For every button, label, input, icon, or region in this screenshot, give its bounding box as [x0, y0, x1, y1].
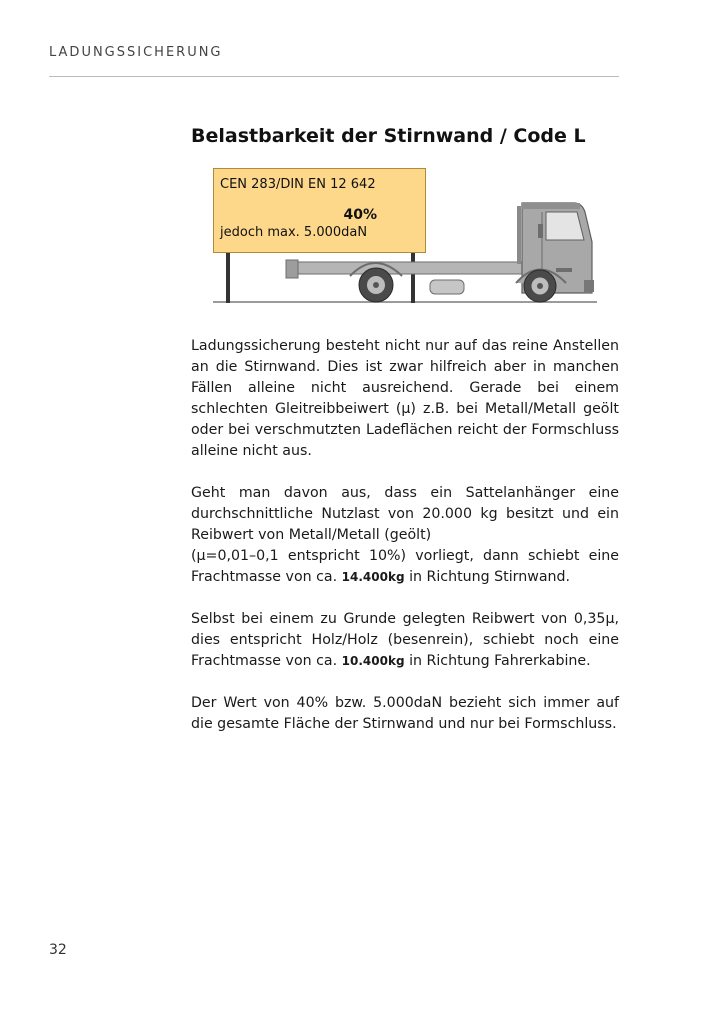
running-head: LADUNGSSICHERUNG	[49, 45, 223, 60]
cab-window	[546, 212, 584, 240]
cab-headboard	[517, 206, 521, 264]
truck-chassis	[292, 262, 524, 274]
sign-limit: jedoch max. 5.000daN	[220, 225, 368, 240]
paragraph-3	[191, 609, 619, 672]
paragraph-4: Der Wert von 40% bzw. 5.000daN bezieht sich immer auf die gesamte Fläche der Stirnwand und nur bei Formschluss.	[191, 695, 619, 732]
paragraph-2-part-a: Geht man davon aus, dass ein Sattelanhänger eine durchschnittliche Nutzlast von 20.000 kg besitzt und ein Reibwert von Metall/Metall (geölt)	[191, 485, 619, 543]
paragraph-2-value: 14.400kg	[341, 570, 405, 584]
page-number: 32	[49, 942, 67, 958]
section-title: Belastbarkeit der Stirnwand / Code L	[191, 125, 586, 147]
paragraph-3-part-c: in Richtung Fahrerkabine.	[409, 653, 591, 669]
header-divider	[49, 76, 619, 77]
sign-percent: 40%	[343, 207, 377, 223]
paragraph-2-part-b: (μ=0,01–0,1 entspricht 10%) vorliegt, dann schiebt eine Frachtmasse von ca.	[191, 548, 619, 585]
headboard-load-sign	[213, 168, 426, 253]
sign-standard: CEN 283/DIN EN 12 642	[220, 177, 376, 192]
paragraph-2-part-c: in Richtung Stirnwand.	[409, 569, 571, 585]
sign-post-left	[226, 253, 230, 303]
sign-post-right	[411, 253, 415, 303]
body-text	[191, 336, 619, 756]
paragraph-3-value: 10.400kg	[341, 654, 405, 668]
paragraph-3-part-a: Selbst bei einem zu Grunde gelegten Reibwert von 0,35μ, dies entspricht Holz/Holz (besenrein), schiebt noch eine Frachtmasse von ca.	[191, 611, 619, 669]
paragraph-1: Ladungssicherung besteht nicht nur auf das reine Anstellen an die Stirnwand. Dies ist zwar hilfreich aber in manchen Fällen alleine nicht ausreichend. Gerade bei einem schlechten Gleitreibbeiwert (μ) z.B. bei Metall/Metall geölt oder bei verschmutzten Ladeflächen reicht der Formschluss alleine nicht aus.	[191, 338, 619, 459]
fuel-tank	[430, 280, 464, 294]
paragraph-2	[191, 483, 619, 588]
